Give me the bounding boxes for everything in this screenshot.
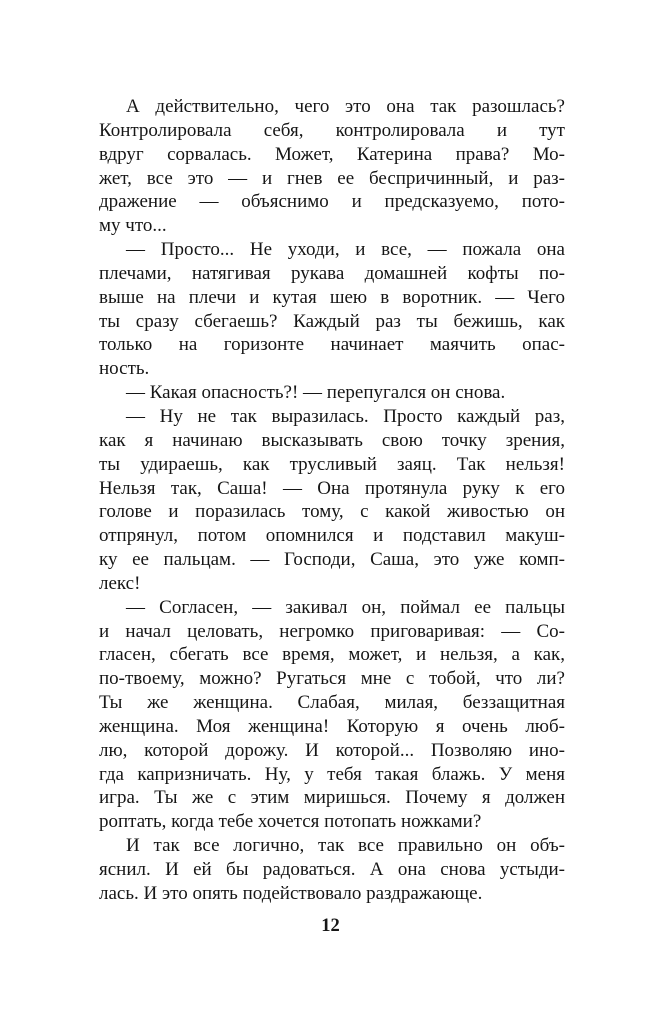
text-line: ты сразу сбегаешь? Каждый раз ты бежишь, как bbox=[99, 310, 565, 332]
text-line: гласен, сбегать все время, может, и нельзя, а как, bbox=[99, 644, 565, 666]
text-line: И так все логично, так все правильно он объ- bbox=[126, 835, 565, 857]
text-line: Контролировала себя, контролировала и тут bbox=[99, 119, 565, 141]
paragraph bbox=[99, 238, 565, 381]
text-line: и начал целовать, негромко приговаривая: — Со- bbox=[99, 620, 565, 642]
text-line: — Согласен, — закивал он, поймал ее пальцы bbox=[126, 596, 565, 618]
text-line: жет, все это — и гнев ее беспричинный, и раз- bbox=[99, 167, 565, 189]
text-line: Нельзя так, Саша! — Она протянула руку к его bbox=[99, 477, 565, 499]
page-number: 12 bbox=[321, 916, 340, 936]
text-line: гда капризничать. Ну, у тебя такая блажь. У меня bbox=[99, 763, 565, 785]
text-line: Ты же женщина. Слабая, милая, беззащитная bbox=[99, 692, 565, 714]
paragraph bbox=[99, 596, 565, 834]
paragraph bbox=[99, 405, 565, 596]
paragraph bbox=[99, 381, 565, 405]
paragraph bbox=[99, 834, 565, 906]
text-line: только на горизонте начинает маячить опас- bbox=[99, 334, 565, 356]
text-line: — Ну не так выразилась. Просто каждый раз, bbox=[126, 405, 565, 427]
text-line: лю, которой дорожу. И которой... Позволяю ино- bbox=[99, 739, 565, 761]
text-line: яснил. И ей бы радоваться. А она снова устыди- bbox=[99, 859, 565, 880]
text-line: ку ее пальцам. — Господи, Саша, это уже комп- bbox=[99, 549, 565, 571]
text-line: роптать, когда тебе хочется потопать ножками? bbox=[99, 811, 482, 833]
text-line: плечами, натягивая рукава домашней кофты по- bbox=[99, 262, 565, 284]
text-line: ты удираешь, как трусливый заяц. Так нельзя! bbox=[99, 453, 565, 475]
text-line: — Просто... Не уходи, и все, — пожала она bbox=[126, 239, 565, 261]
text-line: лекс! bbox=[99, 572, 141, 594]
paragraph bbox=[99, 95, 565, 238]
text-line: — Какая опасность?! — перепугался он снова. bbox=[126, 382, 506, 404]
text-line: игра. Ты же с этим миришься. Почему я должен bbox=[99, 787, 565, 809]
text-line: вдруг сорвалась. Может, Катерина права? Мо- bbox=[99, 143, 565, 165]
text-line: дражение — объяснимо и предсказуемо, пото- bbox=[99, 191, 565, 213]
text-line: ность. bbox=[99, 358, 150, 380]
text-line: отпрянул, потом опомнился и подставил макуш- bbox=[99, 525, 565, 547]
text-line: выше на плечи и кутая шею в воротник. — Чего bbox=[99, 286, 565, 308]
text-line: му что... bbox=[99, 215, 167, 237]
page-text bbox=[99, 95, 565, 906]
text-line: женщина. Моя женщина! Которую я очень люб- bbox=[99, 715, 565, 737]
text-line: по-твоему, можно? Ругаться мне с тобой, что ли? bbox=[99, 668, 565, 690]
text-line: как я начинаю высказывать свою точку зрения, bbox=[99, 429, 565, 451]
text-line: лась. И это опять подействовало раздражающе. bbox=[99, 882, 483, 904]
text-line: голове и поразилась тому, с какой живостью он bbox=[99, 501, 565, 523]
text-line: А действительно, чего это она так разошлась? bbox=[126, 96, 565, 117]
